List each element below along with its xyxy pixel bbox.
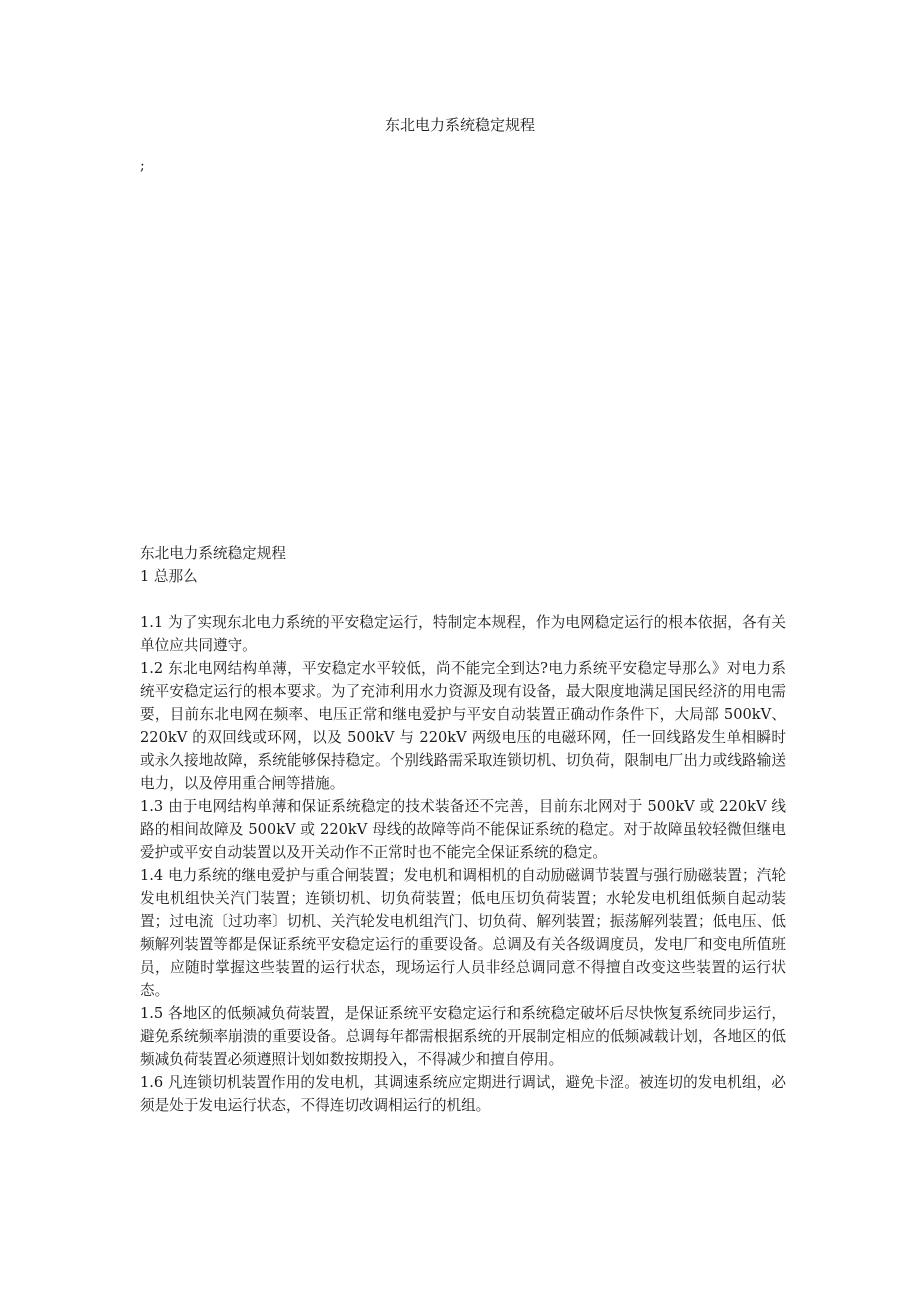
section-heading: 1 总那么 bbox=[140, 568, 198, 585]
document-body bbox=[140, 542, 786, 1117]
paragraph-1-2: 1.2 东北电网结构单薄，平安稳定水平较低，尚不能完全到达?电力系统平安稳定导那么》对电力系统平安稳定运行的根本要求。为了充沛利用水力资源及现有设备，最大限度地满足国民经济的用电需要，目前东北电网在频率、电压正常和继电爱护与平安自动装置正确动作条件下，大局部 500kV、220kV 的双回线或环网，以及 500kV 与 220kV 两级电压的电磁环网，任一回线路发生单相瞬时或永久接地故障，系统能够保持稳定。个别线路需采取连锁切机、切负荷，限制电厂出力或线路输送电力，以及停用重合闸等措施。 bbox=[140, 660, 786, 792]
body-heading: 东北电力系统稳定规程 bbox=[140, 545, 286, 562]
paragraph-1-1: 1.1 为了实现东北电力系统的平安稳定运行，特制定本规程，作为电网稳定运行的根本依据，各有关单位应共同遵守。 bbox=[140, 614, 786, 654]
paragraph-1-4: 1.4 电力系统的继电爱护与重合闸装置；发电机和调相机的自动励磁调节装置与强行励磁装置；汽轮发电机组快关汽门装置；连锁切机、切负荷装置；低电压切负荷装置；水轮发电机组低频自起动装置；过电流〔过功率〕切机、关汽轮发电机组汽门、切负荷、解列装置；振荡解列装置；低电压、低频解列装置等都是保证系统平安稳定运行的重要设备。总调及有关各级调度员，发电厂和变电所值班员，应随时掌握这些装置的运行状态，现场运行人员非经总调同意不得擅自改变这些装置的运行状态。 bbox=[140, 867, 786, 999]
stray-mark: ; bbox=[140, 158, 145, 174]
blank-line bbox=[140, 588, 786, 611]
paragraph-1-3: 1.3 由于电网结构单薄和保证系统稳定的技术装备还不完善，目前东北网对于 500kV 或 220kV 线路的相间故障及 500kV 或 220kV 母线的故障等尚不能保证系统的稳定。对于故障虽较轻微但继电爱护或平安自动装置以及开关动作不正常时也不能完全保证系统的稳定。 bbox=[140, 798, 786, 861]
paragraph-1-5: 1.5 各地区的低频减负荷装置，是保证系统平安稳定运行和系统稳定破坏后尽快恢复系统同步运行，避免系统频率崩溃的重要设备。总调每年都需根据系统的开展制定相应的低频减载计划，各地区的低频减负荷装置必须遵照计划如数按期投入，不得减少和擅自停用。 bbox=[140, 1005, 786, 1068]
page-title: 东北电力系统稳定规程 bbox=[384, 116, 535, 134]
paragraph-1-6: 1.6 凡连锁切机装置作用的发电机，其调速系统应定期进行调试，避免卡涩。被连切的发电机组，必须是处于发电运行状态，不得连切改调相运行的机组。 bbox=[140, 1074, 786, 1114]
